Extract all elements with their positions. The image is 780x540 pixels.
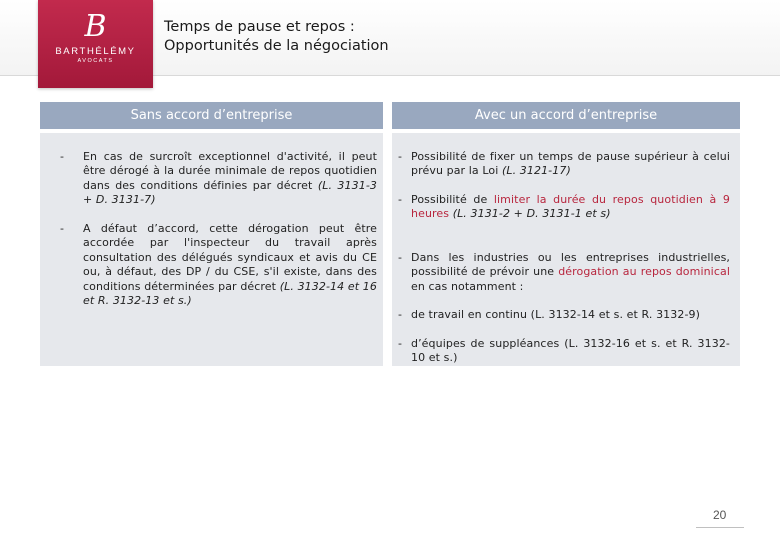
logo-name: BARTHÉLÉMY — [55, 46, 136, 57]
item-text: Possibilité de fixer un temps de pause supérieur à celui prévu par la Loi — [411, 150, 730, 178]
left-column-body — [40, 133, 383, 366]
item-text: Possibilité de — [411, 193, 494, 206]
bullet-dash: - — [398, 150, 402, 163]
legal-reference: (L. 3131-2 + D. 3131-1 et s) — [449, 207, 611, 221]
highlight-text: dérogation au repos dominical — [558, 265, 730, 279]
left-item-defaut-accord — [83, 222, 377, 308]
title-line-2: Opportunités de la négociation — [164, 38, 389, 54]
left-column-header: Sans accord d’entreprise — [40, 102, 383, 129]
right-subitem-travail-continu: de travail en continu (L. 3132-14 et s. et R. 3132-9) — [411, 308, 701, 321]
right-column-body — [392, 133, 740, 366]
right-item-pause — [411, 150, 730, 179]
legal-reference: (L. 3121-17) — [501, 164, 571, 178]
brand-logo — [38, 0, 153, 88]
logo-monogram: B — [84, 9, 107, 44]
highlight-text: limiter la durée du repos quotidien à 9 heures — [411, 193, 730, 221]
right-column-header: Avec un accord d’entreprise — [392, 102, 740, 129]
right-item-repos-dominical — [411, 251, 730, 294]
bullet-dash: - — [398, 251, 402, 264]
logo-subtitle: AVOCATS — [77, 58, 114, 64]
title-line-1: Temps de pause et repos : — [164, 19, 355, 35]
legal-reference: (L. 3132-14 et 16 et R. 3132-13 et s.) — [83, 279, 377, 308]
bullet-dash: - — [60, 222, 64, 235]
item-text: A défaut d’accord, cette dérogation peut être accordée par l'inspecteur du travail après consultation des délégués syndicaux et avis du CE ou, à défaut, des DP / du CSE, s'il existe, dans des conditions déterminées par décret — [83, 222, 377, 293]
left-item-surcroit — [83, 150, 377, 208]
page-number-underline — [696, 527, 744, 528]
item-text: En cas de surcroît exceptionnel d'activité, il peut être dérogé à la durée minimale de repos quotidien dans des conditions définies par décret — [83, 150, 377, 192]
bullet-dash: - — [398, 337, 402, 350]
right-subitem-suppleances: d’équipes de suppléances (L. 3132-16 et s. et R. 3132-10 et s.) — [411, 337, 730, 365]
item-text-end: en cas notamment : — [411, 279, 524, 293]
slide-title — [164, 18, 389, 56]
bullet-dash: - — [398, 308, 402, 321]
legal-reference: (L. 3131-3 + D. 3131-7) — [83, 178, 377, 207]
item-text: Dans les industries ou les entreprises industrielles, possibilité de prévoir une — [411, 251, 730, 279]
bullet-dash: - — [60, 150, 64, 163]
page-number: 20 — [713, 508, 727, 522]
right-item-repos-quotidien — [411, 193, 730, 222]
bullet-dash: - — [398, 193, 402, 206]
